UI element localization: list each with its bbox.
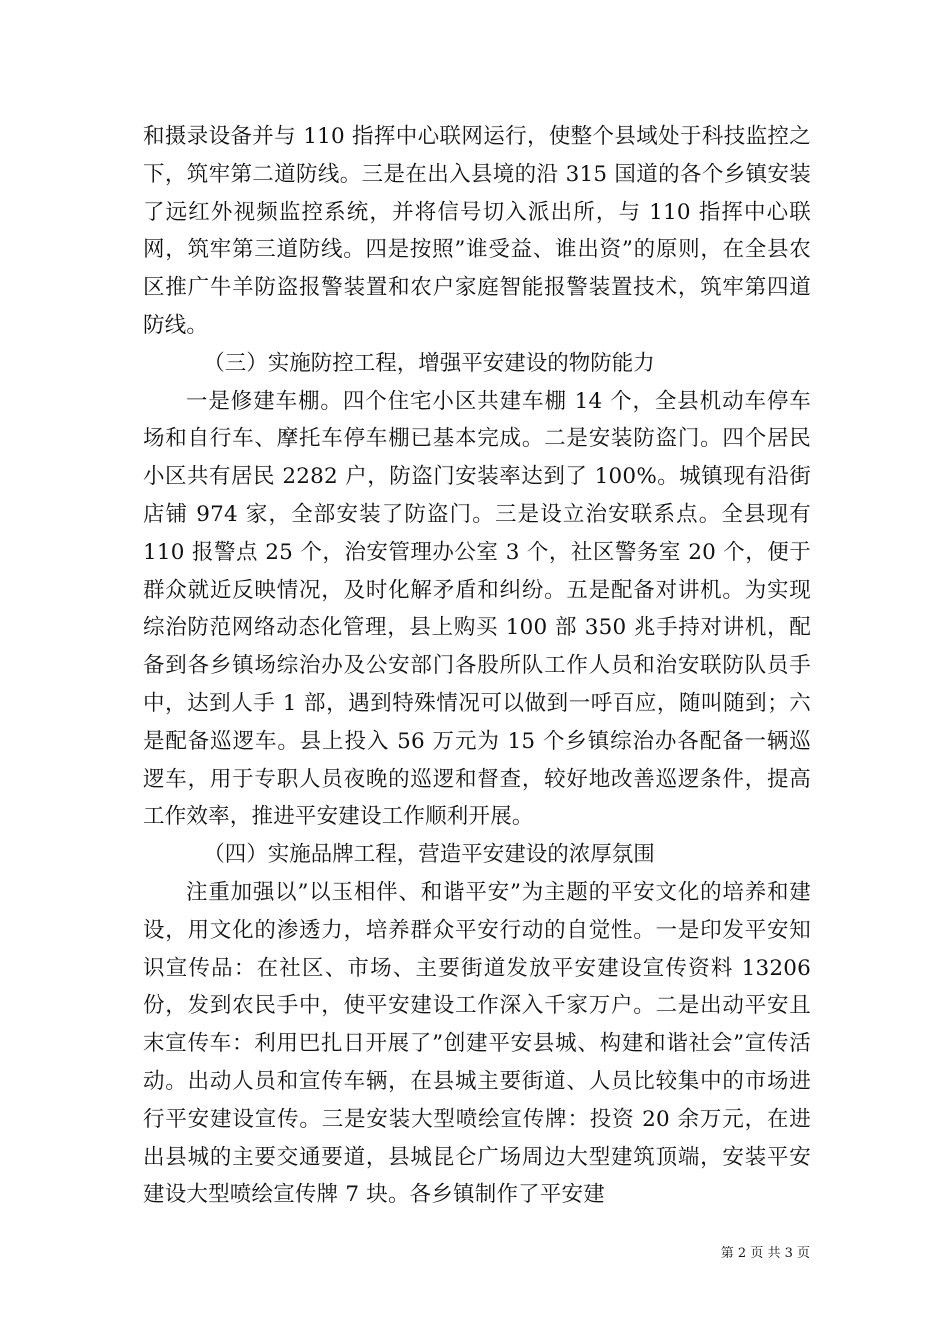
paragraph-2: 一是修建车棚。四个住宅小区共建车棚 14 个，全县机动车停车场和自行车、摩托车停车棚已基本完成。二是安装防盗门。四个居民小区共有居民 2282 户，防盗门安装率达到了 100%。城镇现有沿街店铺 974 家，全部安装了防盗门。三是设立治安联系点。全县现有 110 报警点 25 个，治安管理办公室 3 个，社区警务室 20 个，便于群众就近反映情况，及时化解矛盾和纠纷。五是配备对讲机。为实现综治防范网络动态化管理，县上购买 100 部 350 兆手持对讲机，配备到各乡镇场综治办及公安部门各股所队工作人员和治安联防队员手中，达到人手 1 部，遇到特殊情况可以做到一呼百应，随叫随到；六是配备巡逻车。县上投入 56 万元为 15 个乡镇综治办各配备一辆巡逻车，用于专职人员夜晚的巡逻和督查，较好地改善巡逻条件，提高工作效率，推进平安建设工作顺利开展。: [143, 388, 811, 830]
section-heading-3: （三）实施防控工程，增强平安建设的物防能力: [203, 350, 655, 376]
paragraph-1: 和摄录设备并与 110 指挥中心联网运行，使整个县域处于科技监控之下，筑牢第二道防线。三是在出入县境的沿 315 国道的各个乡镇安装了远红外视频监控系统，并将信号切入派出所，与 110 指挥中心联网，筑牢第三道防线。四是按照”谁受益、谁出资”的原则，在全县农区推广牛羊防盗报警装置和农户家庭智能报警装置技术，筑牢第四道防线。: [143, 124, 811, 338]
page-number-footer: 第 2 页 共 3 页: [720, 1246, 810, 1261]
section-heading-4: （四）实施品牌工程，营造平安建设的浓厚氛围: [203, 842, 655, 868]
document-body: [143, 118, 811, 1214]
paragraph-3: 注重加强以”以玉相伴、和谐平安”为主题的平安文化的培养和建设，用文化的渗透力，培养群众平安行动的自觉性。一是印发平安知识宣传品：在社区、市场、主要街道发放平安建设宣传资料 13206 份，发到农民手中，使平安建设工作深入千家万户。二是出动平安且末宣传车：利用巴扎日开展了”创建平安县城、构建和谐社会”宣传活动。出动人员和宣传车辆，在县城主要街道、人员比较集中的市场进行平安建设宣传。三是安装大型喷绘宣传牌：投资 20 余万元，在进出县城的主要交通要道，县城昆仑广场周边大型建筑顶端，安装平安建设大型喷绘宣传牌 7 块。各乡镇制作了平安建: [143, 879, 811, 1208]
